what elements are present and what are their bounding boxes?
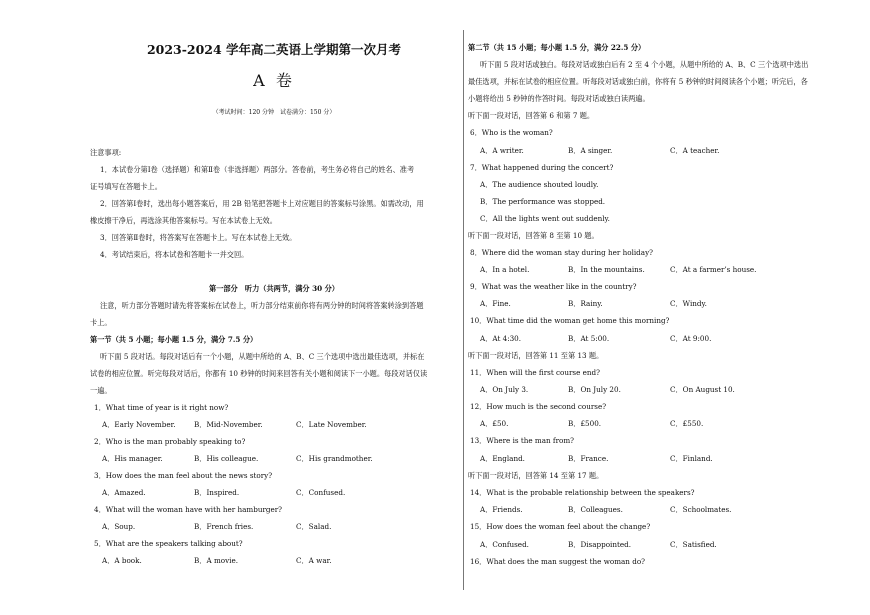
option-c: C．A war. — [296, 556, 332, 565]
option-a: A．Amazed. — [102, 488, 146, 497]
option-b: B．Mid-November. — [194, 420, 263, 429]
option-c: C．His grandmother. — [296, 454, 373, 463]
notice-line: 4．考试结束后，将本试卷和答题卡一并交回。 — [100, 250, 249, 259]
option-b: B．Inspired. — [194, 488, 240, 497]
option-a: A．A book. — [102, 556, 142, 565]
question-stem: 2．Who is the man probably speaking to? — [94, 437, 246, 446]
volume-label: A 卷 — [253, 71, 295, 90]
option-a: A．Confused. — [480, 540, 529, 549]
option-b: B．At 5:00. — [568, 334, 610, 343]
question-stem: 16．What does the man suggest the woman do? — [470, 557, 645, 566]
column-divider — [463, 30, 464, 590]
notice-line: 2．回答第Ⅰ卷时，选出每小题答案后，用 2B 铅笔把答题卡上对应题目的答案标号涂黑。如需改动，用 — [100, 199, 424, 208]
notice-line: 3．回答第Ⅱ卷时，将答案写在答题卡上。写在本试卷上无效。 — [100, 233, 297, 242]
option-a: A．His manager. — [102, 454, 163, 463]
option-b: B．A movie. — [194, 556, 238, 565]
question-stem: 4．What will the woman have with her hamburger? — [94, 505, 283, 514]
question-stem: 3．How does the man feel about the news story? — [94, 471, 273, 480]
option-c: C．Finland. — [670, 454, 713, 463]
option-b: B．France. — [568, 454, 609, 463]
option-c: C．Schoolmates. — [670, 505, 732, 514]
section2-intro: 小题将给出 5 秒钟的作答时间。每段对话或独白读两遍。 — [468, 94, 650, 103]
question-stem: 15．How does the woman feel about the change? — [470, 522, 651, 531]
option-a: A．Early November. — [102, 420, 176, 429]
section2-intro: 最佳选项，并标在试卷的相应位置。听每段对话或独白前，你将有 5 秒钟的时间阅读各个小题；听完后，各 — [468, 77, 808, 86]
notice-line: 1．本试卷分第Ⅰ卷（选择题）和第Ⅱ卷（非选择题）两部分。答卷前，考生务必将自己的姓名、准考 — [100, 165, 415, 174]
question-stem: 1．What time of year is it right now? — [94, 403, 229, 412]
option-c: C．Salad. — [296, 522, 332, 531]
part1-intro: 注意，听力部分答题时请先将答案标在试卷上，听力部分结束前你将有两分钟的时间将答案转涂到答题 — [100, 301, 424, 310]
option-b: B．His colleague. — [194, 454, 259, 463]
option-a: A．Friends. — [480, 505, 523, 514]
section2-heading: 第二节（共 15 小题；每小题 1.5 分，满分 22.5 分） — [468, 43, 646, 52]
option-a: A．England. — [480, 454, 525, 463]
option-b: B．Colleagues. — [568, 505, 623, 514]
listening-prompt: 听下面一段对话，回答第 8 至第 10 题。 — [468, 231, 599, 240]
option-c: C．On August 10. — [670, 385, 735, 394]
section1-heading: 第一节（共 5 小题；每小题 1.5 分，满分 7.5 分） — [90, 335, 258, 344]
option-a: A．In a hotel. — [480, 265, 530, 274]
option-a: A．Soup. — [102, 522, 136, 531]
option-b: B．A singer. — [568, 146, 613, 155]
question-stem: 11．When will the first course end? — [470, 368, 600, 377]
section1-intro: 试卷的相应位置。听完每段对话后，你都有 10 秒钟的时间来回答有关小题和阅读下一小题。每段对话仅读 — [90, 369, 428, 378]
option-a: A．The audience shouted loudly. — [480, 180, 599, 189]
option-c: C．Late November. — [296, 420, 367, 429]
question-stem: 10．What time did the woman get home this morning? — [470, 316, 670, 325]
listening-prompt: 听下面一段对话，回答第 14 至第 17 题。 — [468, 471, 604, 480]
listening-prompt: 听下面一段对话，回答第 6 和第 7 题。 — [468, 111, 595, 120]
option-c: C．A teacher. — [670, 146, 720, 155]
option-c: C．Satisfied. — [670, 540, 717, 549]
exam-title: 2023-2024 学年高二英语上学期第一次月考 — [146, 42, 402, 57]
option-b: B．The performance was stopped. — [480, 197, 606, 206]
option-b: B．£500. — [568, 419, 602, 428]
question-stem: 6．Who is the woman? — [470, 128, 553, 137]
option-a: A．£50. — [480, 419, 509, 428]
question-stem: 7．What happened during the concert? — [470, 163, 614, 172]
option-a: A．Fine. — [480, 299, 511, 308]
part1-heading: 第一部分 听力（共两节，满分 30 分） — [208, 284, 339, 293]
option-b: B．In the mountains. — [568, 265, 645, 274]
section1-intro: 一遍。 — [90, 386, 112, 395]
option-b: B．French fries. — [194, 522, 254, 531]
option-c: C．All the lights went out suddenly. — [480, 214, 610, 223]
question-stem: 14．What is the probable relationship between the speakers? — [470, 488, 695, 497]
listening-prompt: 听下面一段对话，回答第 11 至第 13 题。 — [468, 351, 604, 360]
question-stem: 5．What are the speakers talking about? — [94, 539, 243, 548]
option-c: C．Confused. — [296, 488, 346, 497]
question-stem: 13．Where is the man from? — [470, 436, 575, 445]
option-a: A．A writer. — [480, 146, 524, 155]
notice-line: 橡皮擦干净后，再选涂其他答案标号。写在本试卷上无效。 — [90, 216, 277, 225]
option-c: C．£550. — [670, 419, 704, 428]
section1-intro: 听下面 5 段对话。每段对话后有一个小题，从题中所给的 A、B、C 三个选项中选出最佳选项，并标在 — [100, 352, 425, 361]
option-b: B．Rainy. — [568, 299, 603, 308]
question-stem: 8．Where did the woman stay during her holiday? — [470, 248, 653, 257]
option-a: A．On July 3. — [480, 385, 529, 394]
option-b: B．Disappointed. — [568, 540, 631, 549]
option-c: C．Windy. — [670, 299, 707, 308]
notice-line: 证号填写在答题卡上。 — [90, 182, 162, 191]
option-c: C．At a farmer’s house. — [670, 265, 757, 274]
notice-heading: 注意事项: — [90, 148, 122, 157]
option-b: B．On July 20. — [568, 385, 621, 394]
question-stem: 9．What was the weather like in the country? — [470, 282, 637, 291]
exam-info: （考试时间：120 分钟 试卷满分：150 分） — [212, 109, 336, 116]
question-stem: 12．How much is the second course? — [470, 402, 607, 411]
option-c: C．At 9:00. — [670, 334, 712, 343]
part1-intro: 卡上。 — [90, 318, 112, 327]
option-a: A．At 4:30. — [480, 334, 522, 343]
section2-intro: 听下面 5 段对话或独白。每段对话或独白后有 2 至 4 个小题，从题中所给的 A、B、C 三个选项中选出 — [480, 60, 809, 69]
